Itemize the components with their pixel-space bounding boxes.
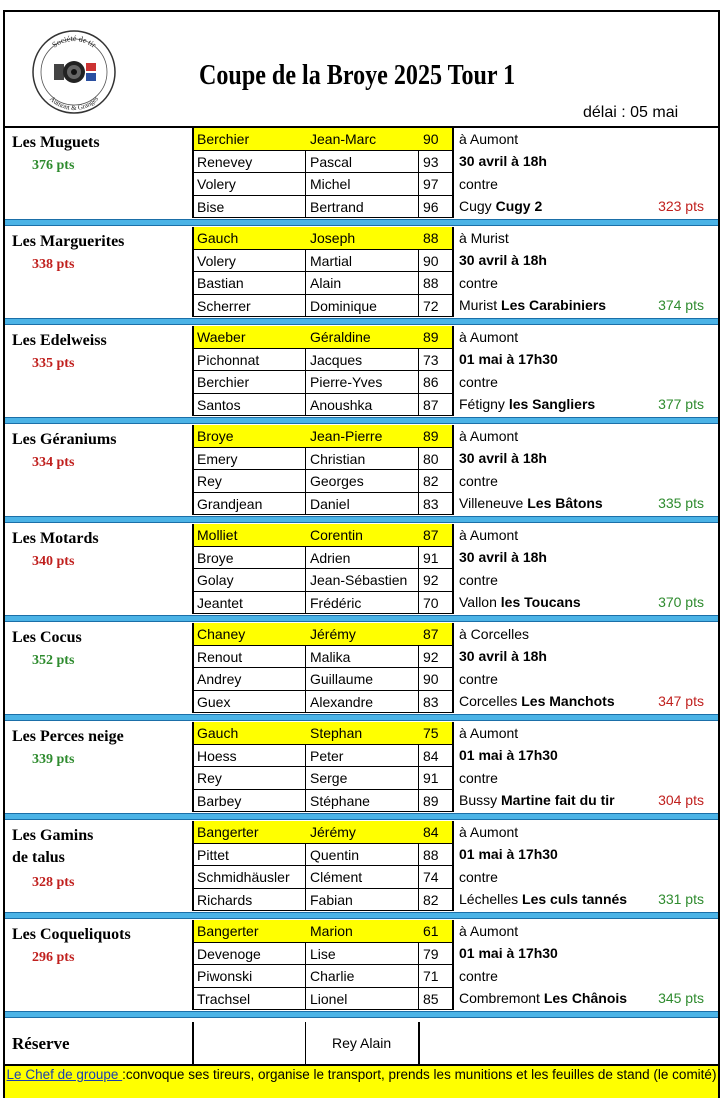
member-firstname: Pierre-Yves bbox=[310, 374, 383, 390]
members-grid bbox=[192, 128, 454, 218]
opponent-name: Les Chânois bbox=[543, 990, 628, 1006]
member-row bbox=[194, 691, 452, 714]
team-name-line: Les Perces neige bbox=[12, 728, 124, 745]
opponent-place: Combremont bbox=[459, 990, 540, 1006]
member-score: 83 bbox=[423, 495, 439, 512]
member-score: 92 bbox=[423, 648, 439, 665]
captain-row bbox=[194, 821, 452, 844]
member-score: 85 bbox=[423, 990, 439, 1007]
member-lastname: Richards bbox=[197, 891, 253, 908]
member-row bbox=[194, 767, 452, 790]
captain-row bbox=[194, 128, 452, 151]
member-lastname: Scherrer bbox=[197, 297, 251, 314]
opponent-points: 347 pts bbox=[658, 693, 704, 709]
opponent-name: les Toucans bbox=[500, 594, 581, 610]
opponent-name: Cugy 2 bbox=[495, 198, 543, 214]
member-lastname: Volery bbox=[197, 252, 236, 269]
versus-text: contre bbox=[459, 374, 498, 390]
versus-text: contre bbox=[459, 869, 498, 885]
match-location: à Aumont bbox=[459, 824, 519, 840]
team-separator bbox=[5, 318, 718, 325]
opponent-points: 331 pts bbox=[658, 891, 704, 907]
team-name-line: de talus bbox=[12, 849, 65, 866]
team-name bbox=[12, 231, 124, 253]
team-block bbox=[5, 821, 718, 911]
team-name bbox=[12, 528, 99, 550]
team-points: 376 pts bbox=[32, 158, 75, 173]
member-score: 89 bbox=[423, 792, 439, 809]
footer-label: Le Chef de groupe bbox=[6, 1067, 123, 1082]
opponent-points: 377 pts bbox=[658, 396, 704, 412]
member-lastname: Emery bbox=[197, 450, 238, 467]
member-lastname: Piwonski bbox=[197, 968, 253, 984]
member-row bbox=[194, 394, 452, 417]
member-score: 87 bbox=[423, 527, 439, 543]
member-firstname: Jean-Pierre bbox=[310, 428, 383, 444]
team-points: 335 pts bbox=[32, 356, 75, 371]
team-points: 334 pts bbox=[32, 455, 75, 470]
captain-row bbox=[194, 326, 452, 349]
members-grid bbox=[192, 524, 454, 614]
svg-text:Aumont & Granges: Aumont & Granges bbox=[48, 94, 101, 113]
captain-row bbox=[194, 722, 452, 745]
member-lastname: Broye bbox=[197, 549, 234, 566]
team-points: 339 pts bbox=[32, 752, 75, 767]
member-firstname: Daniel bbox=[310, 495, 350, 512]
opponent-points: 370 pts bbox=[658, 594, 704, 610]
reserve-name: Rey Alain bbox=[332, 1035, 392, 1051]
member-lastname: Rey bbox=[197, 473, 222, 489]
member-row bbox=[194, 196, 452, 219]
member-score: 91 bbox=[423, 770, 439, 786]
member-score: 72 bbox=[423, 297, 439, 314]
member-lastname: Waeber bbox=[197, 329, 246, 345]
member-firstname: Anoushka bbox=[310, 396, 373, 413]
member-row bbox=[194, 866, 452, 889]
opponent-place: Léchelles bbox=[459, 891, 519, 907]
opponent bbox=[459, 891, 627, 907]
member-row bbox=[194, 151, 452, 174]
team-separator bbox=[5, 714, 718, 721]
member-lastname: Andrey bbox=[197, 671, 242, 687]
members-grid bbox=[192, 722, 454, 812]
versus-text: contre bbox=[459, 572, 498, 588]
member-firstname: Lionel bbox=[310, 990, 348, 1007]
member-row bbox=[194, 943, 452, 966]
member-lastname: Renout bbox=[197, 648, 243, 665]
member-row bbox=[194, 988, 452, 1011]
member-lastname: Hoess bbox=[197, 747, 237, 764]
team-name bbox=[12, 726, 124, 748]
member-score: 82 bbox=[423, 473, 439, 489]
member-row bbox=[194, 272, 452, 295]
opponent-name: les Sangliers bbox=[508, 396, 596, 412]
team-name bbox=[12, 330, 107, 352]
member-row bbox=[194, 592, 452, 615]
member-row bbox=[194, 889, 452, 912]
member-firstname: Quentin bbox=[310, 846, 360, 863]
member-row bbox=[194, 844, 452, 867]
team-name-line: Les Gamins bbox=[12, 827, 94, 844]
member-score: 88 bbox=[423, 230, 439, 246]
club-logo bbox=[31, 29, 117, 115]
member-firstname: Malika bbox=[310, 648, 351, 665]
member-lastname: Pittet bbox=[197, 846, 229, 863]
member-score: 75 bbox=[423, 725, 439, 741]
opponent-points: 335 pts bbox=[658, 495, 704, 511]
opponent-place: Corcelles bbox=[459, 693, 518, 709]
member-score: 71 bbox=[423, 968, 439, 984]
team-name-line: Les Cocus bbox=[12, 629, 82, 646]
member-row bbox=[194, 569, 452, 592]
members-grid bbox=[192, 326, 454, 416]
team-name-line: Les Edelweiss bbox=[12, 332, 107, 349]
opponent bbox=[459, 198, 542, 214]
team-name bbox=[12, 924, 131, 946]
opponent bbox=[459, 792, 615, 808]
member-score: 87 bbox=[423, 626, 439, 642]
member-lastname: Rey bbox=[197, 770, 222, 786]
member-lastname: Volery bbox=[197, 176, 236, 192]
member-lastname: Renevey bbox=[197, 153, 253, 170]
member-row bbox=[194, 173, 452, 196]
member-score: 61 bbox=[423, 923, 439, 939]
member-firstname: Pascal bbox=[310, 153, 353, 170]
team-block bbox=[5, 128, 718, 218]
member-score: 87 bbox=[423, 396, 439, 413]
team-separator bbox=[5, 516, 718, 523]
team-name bbox=[12, 627, 82, 649]
team-separator bbox=[5, 813, 718, 820]
match-date: 30 avril à 18h bbox=[459, 153, 547, 169]
versus-text: contre bbox=[459, 275, 498, 291]
team-separator bbox=[5, 219, 718, 226]
member-row bbox=[194, 250, 452, 273]
member-firstname: Martial bbox=[310, 252, 353, 269]
team-block bbox=[5, 920, 718, 1010]
member-score: 70 bbox=[423, 594, 439, 611]
member-lastname: Barbey bbox=[197, 792, 242, 809]
versus-text: contre bbox=[459, 473, 498, 489]
deadline-text: délai : 05 mai bbox=[583, 104, 679, 121]
match-date: 30 avril à 18h bbox=[459, 648, 547, 664]
reserve-row bbox=[5, 1022, 718, 1064]
team-separator bbox=[5, 912, 718, 919]
team-name-line: Les Marguerites bbox=[12, 233, 125, 250]
team-points: 352 pts bbox=[32, 653, 75, 668]
opponent bbox=[459, 396, 595, 412]
header bbox=[5, 12, 718, 128]
opponent bbox=[459, 594, 581, 610]
member-row bbox=[194, 448, 452, 471]
member-lastname: Guex bbox=[197, 693, 231, 710]
schedule-sheet bbox=[3, 10, 720, 1098]
member-row bbox=[194, 493, 452, 516]
team-name bbox=[12, 429, 116, 451]
captain-row bbox=[194, 227, 452, 250]
member-row bbox=[194, 349, 452, 372]
member-score: 82 bbox=[423, 891, 439, 908]
member-firstname: Alexandre bbox=[310, 693, 374, 710]
team-separator bbox=[5, 417, 718, 424]
opponent-name: Les Manchots bbox=[521, 693, 615, 709]
footer-note bbox=[5, 1064, 718, 1098]
members-grid bbox=[192, 425, 454, 515]
team-block bbox=[5, 326, 718, 416]
captain-row bbox=[194, 920, 452, 943]
member-firstname: Jacques bbox=[310, 351, 363, 368]
member-score: 89 bbox=[423, 329, 439, 345]
match-location: à Aumont bbox=[459, 923, 519, 939]
member-firstname: Frédéric bbox=[310, 594, 362, 611]
member-score: 90 bbox=[423, 671, 439, 687]
member-firstname: Peter bbox=[310, 747, 344, 764]
member-lastname: Broye bbox=[197, 428, 234, 444]
member-firstname: Bertrand bbox=[310, 198, 364, 215]
member-firstname: Michel bbox=[310, 176, 351, 192]
team-name-line: Les Coqueliquots bbox=[12, 926, 131, 943]
opponent bbox=[459, 495, 603, 511]
member-score: 91 bbox=[423, 549, 439, 566]
svg-text:Société de tir: Société de tir bbox=[50, 33, 98, 50]
member-firstname: Stéphane bbox=[310, 792, 370, 809]
match-location: à Murist bbox=[459, 230, 509, 246]
team-block bbox=[5, 623, 718, 713]
opponent-place: Vallon bbox=[459, 594, 497, 610]
member-score: 84 bbox=[423, 824, 439, 840]
member-row bbox=[194, 371, 452, 394]
team-points: 296 pts bbox=[32, 950, 75, 965]
member-row bbox=[194, 295, 452, 318]
member-lastname: Berchier bbox=[197, 374, 250, 390]
opponent-place: Cugy bbox=[459, 198, 492, 214]
captain-row bbox=[194, 425, 452, 448]
member-lastname: Molliet bbox=[197, 527, 238, 543]
member-lastname: Gauch bbox=[197, 725, 239, 741]
opponent bbox=[459, 693, 615, 709]
member-row bbox=[194, 470, 452, 493]
match-date: 01 mai à 17h30 bbox=[459, 846, 558, 862]
versus-text: contre bbox=[459, 770, 498, 786]
opponent-name: Les culs tannés bbox=[522, 891, 628, 907]
member-score: 73 bbox=[423, 351, 439, 368]
member-lastname: Berchier bbox=[197, 131, 250, 147]
member-row bbox=[194, 745, 452, 768]
member-score: 96 bbox=[423, 198, 439, 215]
opponent-place: Bussy bbox=[459, 792, 498, 808]
opponent-name: Les Carabiniers bbox=[501, 297, 607, 313]
match-location: à Aumont bbox=[459, 329, 519, 345]
member-firstname: Jean-Sébastien bbox=[310, 572, 408, 588]
match-date: 01 mai à 17h30 bbox=[459, 747, 558, 763]
opponent-points: 374 pts bbox=[658, 297, 704, 313]
member-lastname: Schmidhäusler bbox=[197, 869, 290, 885]
member-firstname: Jérémy bbox=[310, 824, 356, 840]
team-block bbox=[5, 524, 718, 614]
footer-text: :convoque ses tireurs, organise le transport, prends les munitions et les feuilles de stand (le comité) bbox=[122, 1067, 717, 1082]
member-lastname: Trachsel bbox=[197, 990, 251, 1007]
member-score: 86 bbox=[423, 374, 439, 390]
member-row bbox=[194, 790, 452, 813]
member-score: 80 bbox=[423, 450, 439, 467]
member-score: 89 bbox=[423, 428, 439, 444]
captain-row bbox=[194, 623, 452, 646]
member-score: 97 bbox=[423, 176, 439, 192]
page-title: Coupe de la Broye 2025 Tour 1 bbox=[199, 60, 516, 91]
match-location: à Aumont bbox=[459, 725, 519, 741]
member-lastname: Chaney bbox=[197, 626, 246, 642]
team-block bbox=[5, 722, 718, 812]
member-row bbox=[194, 668, 452, 691]
member-firstname: Marion bbox=[310, 923, 353, 939]
member-firstname: Christian bbox=[310, 450, 366, 467]
versus-text: contre bbox=[459, 671, 498, 687]
members-grid bbox=[192, 821, 454, 911]
team-separator bbox=[5, 615, 718, 622]
member-lastname: Bangerter bbox=[197, 824, 259, 840]
member-firstname: Alain bbox=[310, 275, 342, 291]
member-lastname: Santos bbox=[197, 396, 241, 413]
match-location: à Aumont bbox=[459, 428, 519, 444]
member-firstname: Lise bbox=[310, 945, 336, 962]
opponent-name: Martine fait du tir bbox=[501, 792, 615, 808]
member-score: 74 bbox=[423, 869, 439, 885]
captain-row bbox=[194, 524, 452, 547]
member-firstname: Adrien bbox=[310, 549, 351, 566]
team-name-line: Les Muguets bbox=[12, 134, 100, 151]
member-lastname: Golay bbox=[197, 572, 234, 588]
opponent-points: 304 pts bbox=[658, 792, 704, 808]
member-firstname: Géraldine bbox=[310, 329, 371, 345]
team-name-line: Les Motards bbox=[12, 530, 99, 547]
member-firstname: Serge bbox=[310, 770, 348, 786]
member-firstname: Jérémy bbox=[310, 626, 356, 642]
member-score: 83 bbox=[423, 693, 439, 710]
member-lastname: Gauch bbox=[197, 230, 239, 246]
team-name-line: Les Géraniums bbox=[12, 431, 117, 448]
opponent bbox=[459, 990, 627, 1006]
members-grid bbox=[192, 227, 454, 317]
team-points: 340 pts bbox=[32, 554, 75, 569]
opponent-place: Fétigny bbox=[459, 396, 505, 412]
member-firstname: Fabian bbox=[310, 891, 353, 908]
team-name bbox=[12, 132, 100, 154]
opponent bbox=[459, 297, 606, 313]
member-lastname: Devenoge bbox=[197, 945, 261, 962]
match-date: 01 mai à 17h30 bbox=[459, 945, 558, 961]
member-score: 90 bbox=[423, 252, 439, 269]
member-firstname: Corentin bbox=[310, 527, 363, 543]
members-grid bbox=[192, 623, 454, 713]
member-lastname: Grandjean bbox=[197, 495, 263, 512]
match-date: 30 avril à 18h bbox=[459, 252, 547, 268]
team-block bbox=[5, 425, 718, 515]
member-firstname: Charlie bbox=[310, 968, 355, 984]
member-firstname: Clément bbox=[310, 869, 363, 885]
member-score: 88 bbox=[423, 846, 439, 863]
opponent-name: Les Bâtons bbox=[527, 495, 603, 511]
team-block bbox=[5, 227, 718, 317]
member-score: 79 bbox=[423, 945, 439, 962]
versus-text: contre bbox=[459, 968, 498, 984]
opponent-points: 345 pts bbox=[658, 990, 704, 1006]
match-date: 30 avril à 18h bbox=[459, 450, 547, 466]
team-points: 338 pts bbox=[32, 257, 75, 272]
opponent-place: Murist bbox=[459, 297, 498, 313]
team-separator bbox=[5, 1011, 718, 1018]
member-score: 84 bbox=[423, 747, 439, 764]
member-firstname: Joseph bbox=[310, 230, 356, 246]
versus-text: contre bbox=[459, 176, 498, 192]
team-points: 328 pts bbox=[32, 875, 75, 890]
match-date: 30 avril à 18h bbox=[459, 549, 547, 565]
member-lastname: Bangerter bbox=[197, 923, 259, 939]
member-score: 92 bbox=[423, 572, 439, 588]
member-firstname: Guillaume bbox=[310, 671, 374, 687]
members-grid bbox=[192, 920, 454, 1010]
member-row bbox=[194, 646, 452, 669]
match-date: 01 mai à 17h30 bbox=[459, 351, 558, 367]
opponent-points: 323 pts bbox=[658, 198, 704, 214]
member-lastname: Jeantet bbox=[197, 594, 243, 611]
member-firstname: Dominique bbox=[310, 297, 377, 314]
member-firstname: Stephan bbox=[310, 725, 363, 741]
reserve-label: Réserve bbox=[12, 1034, 70, 1053]
member-row bbox=[194, 547, 452, 570]
member-firstname: Jean-Marc bbox=[310, 131, 377, 147]
member-row bbox=[194, 965, 452, 988]
opponent-place: Villeneuve bbox=[459, 495, 524, 511]
member-score: 90 bbox=[423, 131, 439, 147]
member-score: 88 bbox=[423, 275, 439, 291]
member-lastname: Bise bbox=[197, 198, 225, 215]
member-lastname: Pichonnat bbox=[197, 351, 260, 368]
match-location: à Aumont bbox=[459, 131, 519, 147]
match-location: à Corcelles bbox=[459, 626, 530, 642]
match-location: à Aumont bbox=[459, 527, 519, 543]
member-score: 93 bbox=[423, 153, 439, 170]
team-name bbox=[12, 825, 93, 869]
member-lastname: Bastian bbox=[197, 275, 244, 291]
member-firstname: Georges bbox=[310, 473, 364, 489]
